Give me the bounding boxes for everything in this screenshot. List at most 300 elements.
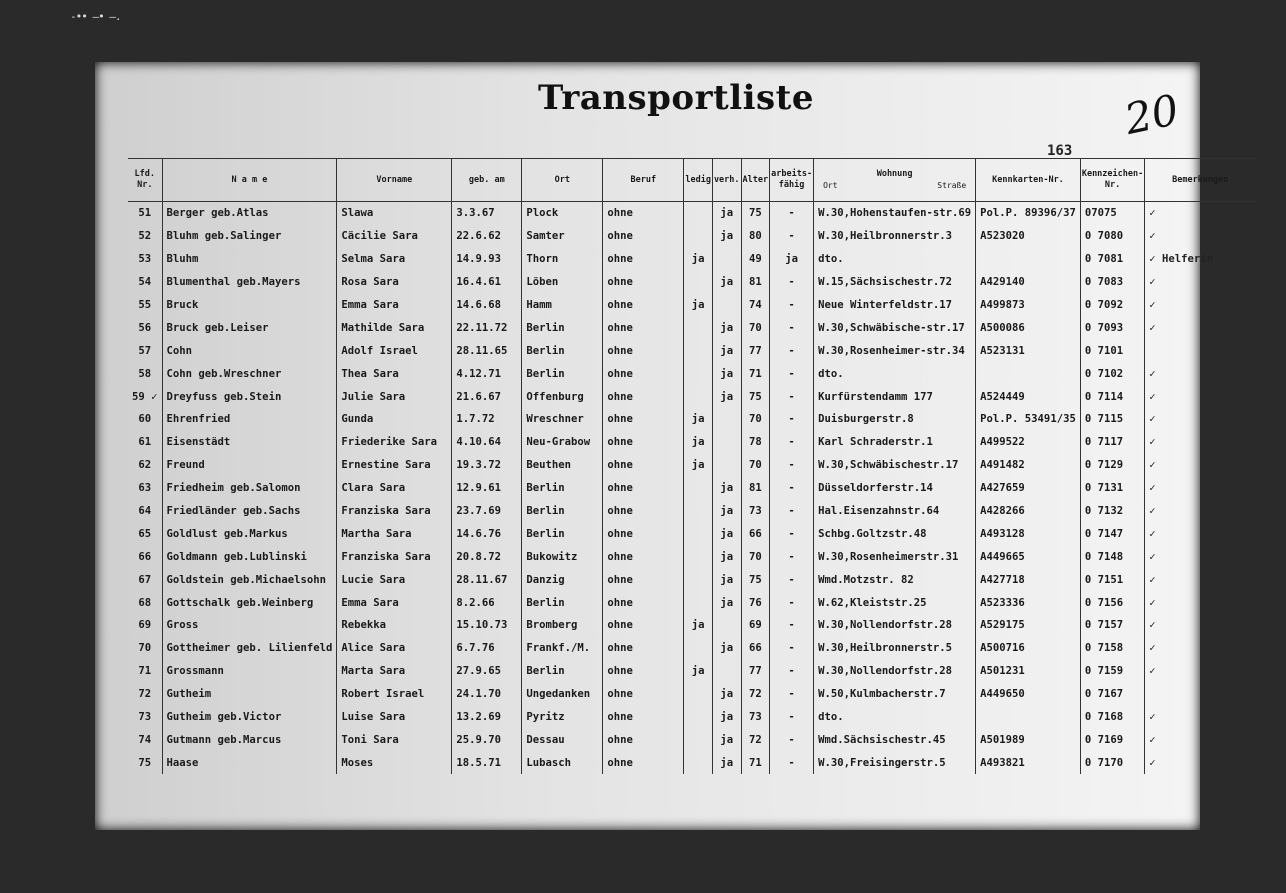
cell-arbeitsfaehig: - xyxy=(770,751,814,774)
cell-arbeitsfaehig: - xyxy=(770,202,814,225)
cell-alter: 69 xyxy=(741,614,770,637)
cell-geb: 15.10.73 xyxy=(452,614,522,637)
cell-ledig xyxy=(684,728,713,751)
cell-alter: 80 xyxy=(741,225,770,248)
cell-ledig xyxy=(684,751,713,774)
cell-kennzeichen: 0 7083 xyxy=(1080,271,1144,294)
cell-name: Bluhm geb.Salinger xyxy=(162,225,337,248)
cell-alter: 49 xyxy=(741,248,770,271)
cell-bemerkungen: ✓ xyxy=(1145,500,1256,523)
cell-ledig xyxy=(684,225,713,248)
cell-kennkarte: A523020 xyxy=(976,225,1081,248)
cell-name: Gutmann geb.Marcus xyxy=(162,728,337,751)
cell-kennkarte: A499522 xyxy=(976,431,1081,454)
cell-geb: 23.7.69 xyxy=(452,500,522,523)
cell-ledig xyxy=(684,202,713,225)
header-beruf: Beruf xyxy=(603,159,684,202)
cell-ort: Löben xyxy=(522,271,603,294)
cell-verh: ja xyxy=(712,500,741,523)
cell-alter: 73 xyxy=(741,500,770,523)
cell-nr: 62 xyxy=(138,459,152,472)
cell-geb: 14.9.93 xyxy=(452,248,522,271)
cell-beruf: ohne xyxy=(603,271,684,294)
cell-nr: 61 xyxy=(138,436,152,449)
cell-nr: 74 xyxy=(138,733,152,746)
table-row xyxy=(128,454,1255,477)
cell-verh: ja xyxy=(712,683,741,706)
cell-alter: 78 xyxy=(741,431,770,454)
table-row xyxy=(128,614,1255,637)
cell-geb: 1.7.72 xyxy=(452,408,522,431)
cell-wohnung: Hal.Eisenzahnstr.64 xyxy=(814,500,976,523)
cell-kennkarte: A493128 xyxy=(976,522,1081,545)
cell-name: Gutheim geb.Victor xyxy=(162,706,337,729)
cell-kennzeichen: 0 7157 xyxy=(1080,614,1144,637)
table-row xyxy=(128,637,1255,660)
cell-beruf: ohne xyxy=(603,683,684,706)
cell-kennzeichen: 0 7168 xyxy=(1080,706,1144,729)
cell-bemerkungen: ✓ xyxy=(1145,385,1256,408)
cell-bemerkungen: ✓ xyxy=(1145,728,1256,751)
cell-verh xyxy=(712,660,741,683)
header-vorname: Vorname xyxy=(337,159,452,202)
cell-name: Goldlust geb.Markus xyxy=(162,522,337,545)
film-edge-marks: -•• —• —. xyxy=(70,10,121,23)
cell-kennkarte xyxy=(976,362,1081,385)
table-row xyxy=(128,408,1255,431)
cell-beruf: ohne xyxy=(603,339,684,362)
cell-vorname: Julie Sara xyxy=(337,385,452,408)
cell-kennkarte: A529175 xyxy=(976,614,1081,637)
cell-geb: 22.11.72 xyxy=(452,316,522,339)
cell-geb: 14.6.76 xyxy=(452,522,522,545)
cell-kennzeichen: 0 7167 xyxy=(1080,683,1144,706)
cell-geb: 4.10.64 xyxy=(452,431,522,454)
header-wohnung xyxy=(814,159,976,202)
cell-arbeitsfaehig: - xyxy=(770,431,814,454)
cell-bemerkungen: ✓ xyxy=(1145,614,1256,637)
header-kennzeichen: Kennzeichen-Nr. xyxy=(1080,159,1144,202)
cell-arbeitsfaehig: - xyxy=(770,637,814,660)
cell-beruf: ohne xyxy=(603,591,684,614)
cell-beruf: ohne xyxy=(603,408,684,431)
table-row xyxy=(128,728,1255,751)
cell-vorname: Friederike Sara xyxy=(337,431,452,454)
cell-wohnung: W.30,Rosenheimerstr.31 xyxy=(814,545,976,568)
header-name: N a m e xyxy=(162,159,337,202)
cell-kennkarte: A499873 xyxy=(976,294,1081,317)
cell-wohnung: W.30,Schwäbische-str.17 xyxy=(814,316,976,339)
header-alter: Alter xyxy=(741,159,770,202)
cell-nr: 58 xyxy=(138,367,152,380)
cell-geb: 8.2.66 xyxy=(452,591,522,614)
cell-ort: Pyritz xyxy=(522,706,603,729)
cell-kennkarte: A500716 xyxy=(976,637,1081,660)
cell-verh: ja xyxy=(712,568,741,591)
cell-bemerkungen: ✓ xyxy=(1145,591,1256,614)
cell-name: Haase xyxy=(162,751,337,774)
cell-ort: Lubasch xyxy=(522,751,603,774)
cell-beruf: ohne xyxy=(603,637,684,660)
table-row xyxy=(128,248,1255,271)
cell-bemerkungen: ✓ xyxy=(1145,431,1256,454)
cell-beruf: ohne xyxy=(603,454,684,477)
cell-ledig xyxy=(684,568,713,591)
cell-bemerkungen xyxy=(1145,339,1256,362)
cell-vorname: Moses xyxy=(337,751,452,774)
cell-wohnung: dto. xyxy=(814,248,976,271)
cell-wohnung: Kurfürstendamm 177 xyxy=(814,385,976,408)
cell-wohnung: W.30,Schwäbischestr.17 xyxy=(814,454,976,477)
cell-ledig xyxy=(684,500,713,523)
cell-kennzeichen: 0 7093 xyxy=(1080,316,1144,339)
cell-ort: Beuthen xyxy=(522,454,603,477)
cell-geb: 18.5.71 xyxy=(452,751,522,774)
cell-verh: ja xyxy=(712,545,741,568)
cell-vorname: Rosa Sara xyxy=(337,271,452,294)
cell-geb: 19.3.72 xyxy=(452,454,522,477)
cell-geb: 27.9.65 xyxy=(452,660,522,683)
cell-ort: Berlin xyxy=(522,591,603,614)
header-geb: geb. am xyxy=(452,159,522,202)
cell-vorname: Franziska Sara xyxy=(337,545,452,568)
cell-name: Grossmann xyxy=(162,660,337,683)
cell-vorname: Adolf Israel xyxy=(337,339,452,362)
cell-arbeitsfaehig: - xyxy=(770,500,814,523)
cell-ort: Berlin xyxy=(522,362,603,385)
cell-alter: 75 xyxy=(741,202,770,225)
cell-arbeitsfaehig: - xyxy=(770,568,814,591)
table-row xyxy=(128,316,1255,339)
cell-verh xyxy=(712,614,741,637)
cell-alter: 72 xyxy=(741,728,770,751)
cell-ledig xyxy=(684,339,713,362)
cell-nr: 51 xyxy=(138,207,152,220)
cell-nr: 63 xyxy=(138,482,152,495)
handwritten-mark: 20 xyxy=(1120,84,1183,145)
table-row xyxy=(128,751,1255,774)
cell-alter: 70 xyxy=(741,316,770,339)
cell-kennzeichen: 0 7092 xyxy=(1080,294,1144,317)
cell-beruf: ohne xyxy=(603,706,684,729)
cell-kennkarte: A491482 xyxy=(976,454,1081,477)
cell-geb: 4.12.71 xyxy=(452,362,522,385)
header-nr: Lfd. Nr. xyxy=(128,159,162,202)
cell-ledig xyxy=(684,316,713,339)
cell-kennzeichen: 0 7148 xyxy=(1080,545,1144,568)
cell-arbeitsfaehig: - xyxy=(770,271,814,294)
cell-arbeitsfaehig: - xyxy=(770,408,814,431)
cell-ledig xyxy=(684,545,713,568)
cell-geb: 28.11.65 xyxy=(452,339,522,362)
cell-beruf: ohne xyxy=(603,294,684,317)
table-row xyxy=(128,225,1255,248)
cell-vorname: Luise Sara xyxy=(337,706,452,729)
cell-kennzeichen: 0 7132 xyxy=(1080,500,1144,523)
cell-verh: ja xyxy=(712,271,741,294)
cell-nr: 68 xyxy=(138,596,152,609)
page-number: 163 xyxy=(1047,143,1073,159)
table-row xyxy=(128,477,1255,500)
cell-geb: 24.1.70 xyxy=(452,683,522,706)
cell-ledig: ja xyxy=(684,454,713,477)
cell-verh: ja xyxy=(712,522,741,545)
cell-ort: Bromberg xyxy=(522,614,603,637)
cell-geb: 22.6.62 xyxy=(452,225,522,248)
header-bemerkungen: Bemerkungen xyxy=(1145,159,1256,202)
cell-bemerkungen: ✓ xyxy=(1145,202,1256,225)
cell-kennkarte xyxy=(976,248,1081,271)
cell-kennzeichen: 0 7117 xyxy=(1080,431,1144,454)
cell-vorname: Marta Sara xyxy=(337,660,452,683)
table-row xyxy=(128,500,1255,523)
cell-wohnung: W.30,Nollendorfstr.28 xyxy=(814,660,976,683)
cell-kennkarte: A428266 xyxy=(976,500,1081,523)
cell-nr: 65 xyxy=(138,527,152,540)
cell-kennzeichen: 0 7102 xyxy=(1080,362,1144,385)
cell-arbeitsfaehig: - xyxy=(770,614,814,637)
cell-name: Blumenthal geb.Mayers xyxy=(162,271,337,294)
cell-verh xyxy=(712,431,741,454)
cell-nr: 67 xyxy=(138,573,152,586)
cell-name: Eisenstädt xyxy=(162,431,337,454)
cell-beruf: ohne xyxy=(603,728,684,751)
cell-vorname: Mathilde Sara xyxy=(337,316,452,339)
cell-wohnung: W.30,Heilbronnerstr.5 xyxy=(814,637,976,660)
table-row xyxy=(128,706,1255,729)
header-verh: verh. xyxy=(712,159,741,202)
cell-verh: ja xyxy=(712,385,741,408)
cell-kennkarte: A500086 xyxy=(976,316,1081,339)
cell-ledig: ja xyxy=(684,660,713,683)
cell-beruf: ohne xyxy=(603,751,684,774)
cell-wohnung: W.30,Freisingerstr.5 xyxy=(814,751,976,774)
table-row xyxy=(128,683,1255,706)
cell-verh: ja xyxy=(712,706,741,729)
cell-bemerkungen: ✓ xyxy=(1145,271,1256,294)
table-row xyxy=(128,339,1255,362)
cell-beruf: ohne xyxy=(603,248,684,271)
cell-kennkarte: A501989 xyxy=(976,728,1081,751)
cell-nr: 53 xyxy=(138,253,152,266)
cell-arbeitsfaehig: - xyxy=(770,660,814,683)
table-row xyxy=(128,202,1255,225)
cell-alter: 81 xyxy=(741,271,770,294)
cell-arbeitsfaehig: - xyxy=(770,339,814,362)
cell-beruf: ohne xyxy=(603,522,684,545)
cell-wohnung: W.30,Rosenheimer-str.34 xyxy=(814,339,976,362)
cell-beruf: ohne xyxy=(603,316,684,339)
cell-ort: Wreschner xyxy=(522,408,603,431)
cell-arbeitsfaehig: - xyxy=(770,683,814,706)
cell-ort: Berlin xyxy=(522,477,603,500)
cell-kennkarte: Pol.P. 53491/35 xyxy=(976,408,1081,431)
cell-vorname: Martha Sara xyxy=(337,522,452,545)
table-row xyxy=(128,294,1255,317)
cell-geb: 3.3.67 xyxy=(452,202,522,225)
cell-kennzeichen: 0 7129 xyxy=(1080,454,1144,477)
cell-verh: ja xyxy=(712,316,741,339)
table-body xyxy=(128,202,1255,775)
cell-bemerkungen: ✓ xyxy=(1145,637,1256,660)
cell-beruf: ohne xyxy=(603,362,684,385)
cell-nr: 57 xyxy=(138,344,152,357)
cell-alter: 74 xyxy=(741,294,770,317)
cell-vorname: Clara Sara xyxy=(337,477,452,500)
cell-wohnung: Neue Winterfeldstr.17 xyxy=(814,294,976,317)
cell-ledig: ja xyxy=(684,294,713,317)
cell-arbeitsfaehig: - xyxy=(770,316,814,339)
cell-kennzeichen: 0 7169 xyxy=(1080,728,1144,751)
cell-name: Ehrenfried xyxy=(162,408,337,431)
cell-name: Bluhm xyxy=(162,248,337,271)
cell-arbeitsfaehig: ja xyxy=(770,248,814,271)
cell-ledig xyxy=(684,522,713,545)
cell-geb: 16.4.61 xyxy=(452,271,522,294)
cell-name: Cohn xyxy=(162,339,337,362)
cell-alter: 72 xyxy=(741,683,770,706)
cell-verh: ja xyxy=(712,728,741,751)
cell-ort: Neu-Grabow xyxy=(522,431,603,454)
cell-bemerkungen: ✓ xyxy=(1145,294,1256,317)
cell-kennzeichen: 0 7158 xyxy=(1080,637,1144,660)
cell-ort: Berlin xyxy=(522,500,603,523)
cell-vorname: Slawa xyxy=(337,202,452,225)
cell-vorname: Thea Sara xyxy=(337,362,452,385)
cell-wohnung: Wmd.Motzstr. 82 xyxy=(814,568,976,591)
table-row xyxy=(128,545,1255,568)
header-ort: Ort xyxy=(522,159,603,202)
table-row xyxy=(128,568,1255,591)
cell-ort: Berlin xyxy=(522,522,603,545)
cell-bemerkungen: ✓ xyxy=(1145,225,1256,248)
cell-arbeitsfaehig: - xyxy=(770,385,814,408)
cell-kennzeichen: 0 7114 xyxy=(1080,385,1144,408)
cell-ledig xyxy=(684,362,713,385)
cell-kennkarte: A523131 xyxy=(976,339,1081,362)
cell-beruf: ohne xyxy=(603,614,684,637)
cell-vorname: Gunda xyxy=(337,408,452,431)
cell-beruf: ohne xyxy=(603,225,684,248)
cell-arbeitsfaehig: - xyxy=(770,362,814,385)
table-row xyxy=(128,660,1255,683)
cell-ort: Berlin xyxy=(522,660,603,683)
table-row xyxy=(128,385,1255,408)
table-row xyxy=(128,591,1255,614)
cell-vorname: Cäcilie Sara xyxy=(337,225,452,248)
cell-name: Dreyfuss geb.Stein xyxy=(162,385,337,408)
cell-bemerkungen: ✓ xyxy=(1145,522,1256,545)
cell-nr: 60 xyxy=(138,413,152,426)
cell-kennkarte: A449665 xyxy=(976,545,1081,568)
cell-ort: Berlin xyxy=(522,316,603,339)
cell-wohnung: Düsseldorferstr.14 xyxy=(814,477,976,500)
header-kennkarten: Kennkarten-Nr. xyxy=(976,159,1081,202)
cell-nr: 64 xyxy=(138,505,152,518)
cell-vorname: Toni Sara xyxy=(337,728,452,751)
cell-kennzeichen: 0 7156 xyxy=(1080,591,1144,614)
cell-bemerkungen: ✓ xyxy=(1145,316,1256,339)
cell-ledig xyxy=(684,271,713,294)
cell-kennkarte: A523336 xyxy=(976,591,1081,614)
cell-alter: 77 xyxy=(741,660,770,683)
cell-wohnung: dto. xyxy=(814,362,976,385)
cell-arbeitsfaehig: - xyxy=(770,454,814,477)
cell-vorname: Rebekka xyxy=(337,614,452,637)
header-wohnung-sub xyxy=(815,180,974,191)
cell-arbeitsfaehig: - xyxy=(770,522,814,545)
cell-geb: 21.6.67 xyxy=(452,385,522,408)
cell-verh: ja xyxy=(712,751,741,774)
cell-beruf: ohne xyxy=(603,500,684,523)
cell-name: Gross xyxy=(162,614,337,637)
cell-alter: 70 xyxy=(741,408,770,431)
cell-alter: 75 xyxy=(741,385,770,408)
cell-name: Friedheim geb.Salomon xyxy=(162,477,337,500)
cell-nr: 75 xyxy=(138,756,152,769)
cell-kennzeichen: 0 7080 xyxy=(1080,225,1144,248)
cell-arbeitsfaehig: - xyxy=(770,706,814,729)
cell-ort: Frankf./M. xyxy=(522,637,603,660)
cell-ort: Samter xyxy=(522,225,603,248)
cell-kennzeichen: 0 7151 xyxy=(1080,568,1144,591)
cell-ledig xyxy=(684,637,713,660)
cell-alter: 70 xyxy=(741,454,770,477)
cell-arbeitsfaehig: - xyxy=(770,477,814,500)
cell-verh: ja xyxy=(712,362,741,385)
cell-alter: 66 xyxy=(741,637,770,660)
cell-vorname: Selma Sara xyxy=(337,248,452,271)
cell-arbeitsfaehig: - xyxy=(770,728,814,751)
cell-bemerkungen: ✓ Helferin xyxy=(1145,248,1256,271)
cell-ort: Dessau xyxy=(522,728,603,751)
cell-wohnung: Duisburgerstr.8 xyxy=(814,408,976,431)
cell-name: Cohn geb.Wreschner xyxy=(162,362,337,385)
cell-wohnung: Wmd.Sächsischestr.45 xyxy=(814,728,976,751)
cell-alter: 77 xyxy=(741,339,770,362)
cell-name: Friedländer geb.Sachs xyxy=(162,500,337,523)
cell-alter: 70 xyxy=(741,545,770,568)
cell-ort: Bukowitz xyxy=(522,545,603,568)
table-row xyxy=(128,431,1255,454)
header-wohnung-label: Wohnung xyxy=(876,169,913,179)
cell-geb: 6.7.76 xyxy=(452,637,522,660)
cell-geb: 13.2.69 xyxy=(452,706,522,729)
cell-ort: Ungedanken xyxy=(522,683,603,706)
cell-ort: Plock xyxy=(522,202,603,225)
cell-name: Gutheim xyxy=(162,683,337,706)
cell-wohnung: Karl Schraderstr.1 xyxy=(814,431,976,454)
cell-ort: Hamm xyxy=(522,294,603,317)
cell-bemerkungen xyxy=(1145,683,1256,706)
table-header-row xyxy=(128,159,1255,202)
cell-arbeitsfaehig: - xyxy=(770,545,814,568)
cell-verh: ja xyxy=(712,202,741,225)
cell-verh: ja xyxy=(712,637,741,660)
cell-geb: 25.9.70 xyxy=(452,728,522,751)
cell-nr: 56 xyxy=(138,321,152,334)
document-title: Transportliste xyxy=(538,78,815,118)
cell-wohnung: W.62,Kleiststr.25 xyxy=(814,591,976,614)
cell-kennzeichen: 0 7081 xyxy=(1080,248,1144,271)
cell-name: Berger geb.Atlas xyxy=(162,202,337,225)
cell-kennkarte: A429140 xyxy=(976,271,1081,294)
cell-kennkarte: A427718 xyxy=(976,568,1081,591)
cell-beruf: ohne xyxy=(603,431,684,454)
cell-ledig xyxy=(684,683,713,706)
cell-vorname: Emma Sara xyxy=(337,591,452,614)
cell-bemerkungen: ✓ xyxy=(1145,751,1256,774)
